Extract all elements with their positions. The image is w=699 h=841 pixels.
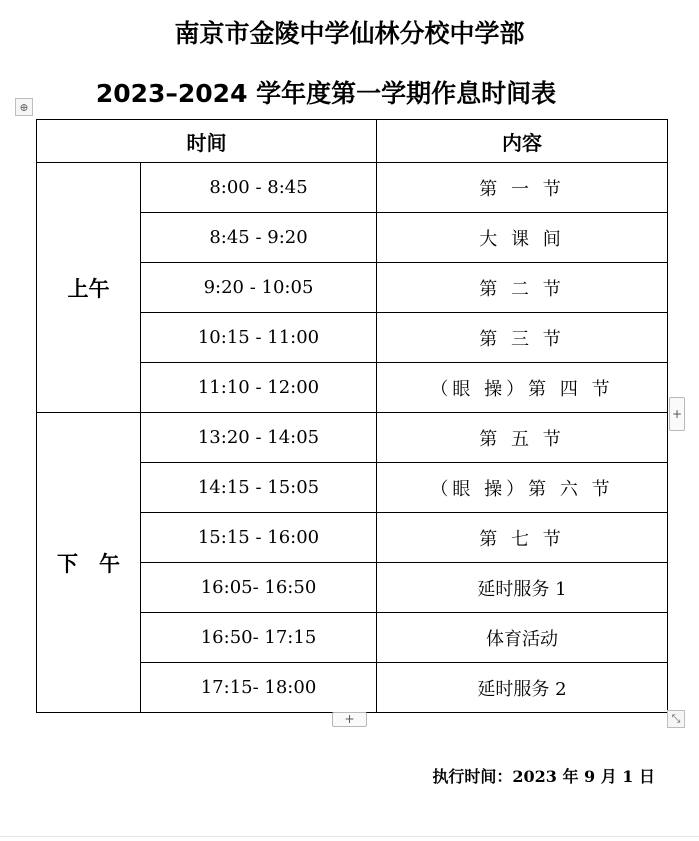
time-cell[interactable]: 15:15 - 16:00: [141, 513, 377, 563]
content-cell[interactable]: 延时服务 1: [377, 563, 668, 613]
content-cell[interactable]: 第 一 节: [377, 163, 668, 213]
content-cell[interactable]: 大 课 间: [377, 213, 668, 263]
add-row-button[interactable]: +: [332, 712, 367, 727]
content-cell[interactable]: 第 五 节: [377, 413, 668, 463]
document-subtitle: 2023–2024 学年度第一学期作息时间表: [95, 79, 557, 108]
time-cell[interactable]: 8:00 - 8:45: [141, 163, 377, 213]
table-row: [37, 413, 668, 463]
time-cell[interactable]: 16:05- 16:50: [141, 563, 377, 613]
period-afternoon[interactable]: 下 午: [37, 413, 141, 713]
time-cell[interactable]: 8:45 - 9:20: [141, 213, 377, 263]
content-cell[interactable]: 第 七 节: [377, 513, 668, 563]
time-cell[interactable]: 17:15- 18:00: [141, 663, 377, 713]
time-cell[interactable]: 16:50- 17:15: [141, 613, 377, 663]
page-divider: [0, 836, 699, 837]
time-cell[interactable]: 14:15 - 15:05: [141, 463, 377, 513]
add-column-button[interactable]: +: [669, 397, 685, 431]
effective-date-note: 执行时间：2023 年 9 月 1 日: [432, 767, 655, 786]
header-time[interactable]: 时间: [37, 120, 377, 163]
time-cell[interactable]: 11:10 - 12:00: [141, 363, 377, 413]
time-cell[interactable]: 10:15 - 11:00: [141, 313, 377, 363]
content-cell[interactable]: （眼 操）第 六 节: [377, 463, 668, 513]
schedule-table: [36, 119, 668, 713]
table-row: [37, 163, 668, 213]
document-title: 南京市金陵中学仙林分校中学部: [174, 19, 525, 48]
content-cell[interactable]: 体育活动: [377, 613, 668, 663]
period-morning[interactable]: 上午: [37, 163, 141, 413]
header-content[interactable]: 内容: [377, 120, 668, 163]
time-cell[interactable]: 13:20 - 14:05: [141, 413, 377, 463]
table-resize-handle-icon[interactable]: ⤡: [667, 710, 685, 728]
content-cell[interactable]: 第 二 节: [377, 263, 668, 313]
content-cell[interactable]: 第 三 节: [377, 313, 668, 363]
content-cell[interactable]: （眼 操）第 四 节: [377, 363, 668, 413]
time-cell[interactable]: 9:20 - 10:05: [141, 263, 377, 313]
table-header-row: [37, 120, 668, 163]
table-move-handle-icon[interactable]: ⊕: [15, 98, 33, 116]
content-cell[interactable]: 延时服务 2: [377, 663, 668, 713]
